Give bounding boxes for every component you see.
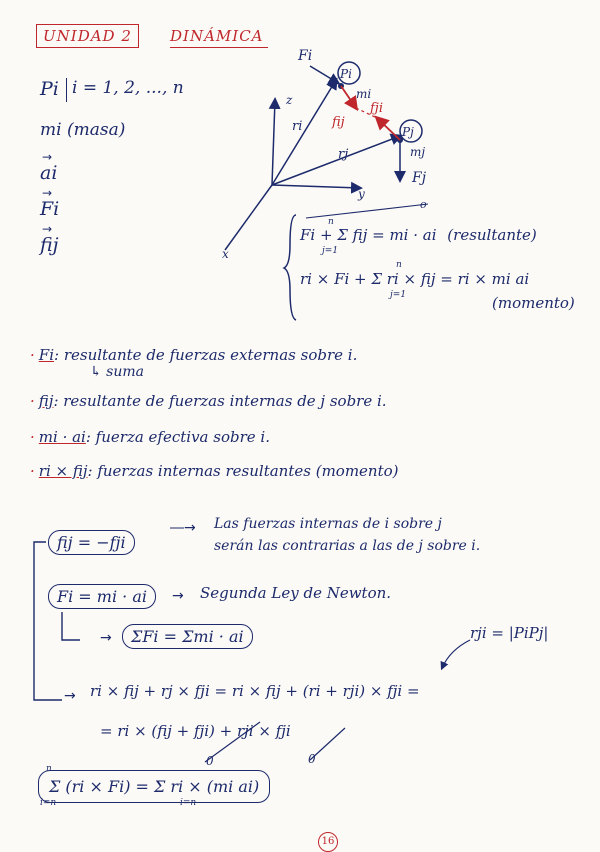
bullet-mi-ai: · mi · ai: fuerza efectiva sobre i. bbox=[30, 428, 270, 446]
label-ri: ri bbox=[292, 119, 303, 134]
label-fji: fji bbox=[370, 101, 383, 116]
eq1-sum-top: n bbox=[328, 217, 334, 227]
bullet-ri-fij: · ri × fij: fuerzas internas resultantes (momento) bbox=[30, 462, 399, 480]
relation1-text-line2: serán las contrarias a las de j sobre i. bbox=[214, 538, 481, 554]
relation-box-action-reaction: fij = −fji bbox=[48, 530, 135, 555]
def-ai: → ai bbox=[40, 150, 58, 184]
eq1-zero-mark: o bbox=[420, 198, 427, 211]
label-y: y bbox=[358, 187, 365, 201]
final-moment-box: Σ (ri × Fi) = Σ ri × (mi ai) bbox=[38, 770, 270, 803]
moment-line1: ri × fij + rj × fji = ri × fij + (ri + rji) × fji = bbox=[90, 682, 420, 700]
label-Fj: Fj bbox=[412, 170, 427, 186]
unit-title: UNIDAD 2 bbox=[36, 24, 139, 48]
final-sum-top: n bbox=[46, 764, 52, 774]
relation2-text: Segunda Ley de Newton. bbox=[200, 584, 392, 602]
label-fij: fij bbox=[332, 115, 345, 130]
relation-box-newton: Fi = mi · ai bbox=[48, 584, 156, 609]
moment-zero-1: 0 bbox=[206, 754, 214, 768]
topic-title: DINÁMICA bbox=[170, 27, 264, 45]
relation1-arrow: ―→ bbox=[170, 520, 196, 536]
eq1-sum-bottom: j=1 bbox=[322, 246, 339, 256]
moment-arrow: → bbox=[64, 688, 76, 704]
def-Fi: → Fi bbox=[40, 186, 60, 220]
equation-resultant: Fi + Σ fij = mi · ai (resultante) bbox=[300, 226, 537, 244]
moment-zero-2: 0 bbox=[308, 752, 316, 766]
final-sum2-bottom: i=n bbox=[180, 798, 197, 808]
relation1-text-line1: Las fuerzas internas de i sobre j bbox=[214, 516, 442, 532]
label-Fi: Fi bbox=[298, 48, 313, 64]
label-rj: rj bbox=[338, 147, 349, 162]
bullet-Fi-sub: ↳ suma bbox=[90, 364, 145, 380]
label-z: z bbox=[286, 93, 293, 107]
def-fij: → fij bbox=[40, 222, 59, 256]
bullet-fij: · fij: resultante de fuerzas internas de j sobre i. bbox=[30, 392, 387, 410]
relation-box-sum-newton: ΣFi = Σmi · ai bbox=[122, 624, 253, 649]
eq2-sum-bottom: j=1 bbox=[390, 290, 407, 300]
page-number: 16 bbox=[318, 832, 338, 852]
label-mj: mj bbox=[410, 145, 426, 159]
label-Pj: Pj bbox=[402, 125, 414, 139]
rji-definition: rji = |PiPj| bbox=[470, 624, 549, 642]
final-sum-bottom: i=n bbox=[40, 798, 57, 808]
def-pi-range: i = 1, 2, ..., n bbox=[72, 78, 184, 98]
equation-moment: ri × Fi + Σ ri × fij = ri × mi ai bbox=[300, 270, 530, 288]
def-pi: Pi bbox=[40, 78, 59, 100]
equation-moment-note: (momento) bbox=[492, 294, 575, 312]
bullet-Fi: · Fi: resultante de fuerzas externas sobre i. bbox=[30, 346, 358, 364]
relation2-arrow: → bbox=[172, 588, 184, 604]
relation3-arrow: → bbox=[100, 630, 112, 646]
label-x: x bbox=[222, 247, 229, 261]
eq2-sum-top: n bbox=[396, 260, 402, 270]
def-mi: mi (masa) bbox=[40, 120, 126, 140]
moment-line2: = ri × (fij + fji) + rji × fji bbox=[100, 722, 291, 740]
label-mi: mi bbox=[356, 87, 372, 101]
label-Pi: Pi bbox=[340, 67, 352, 81]
